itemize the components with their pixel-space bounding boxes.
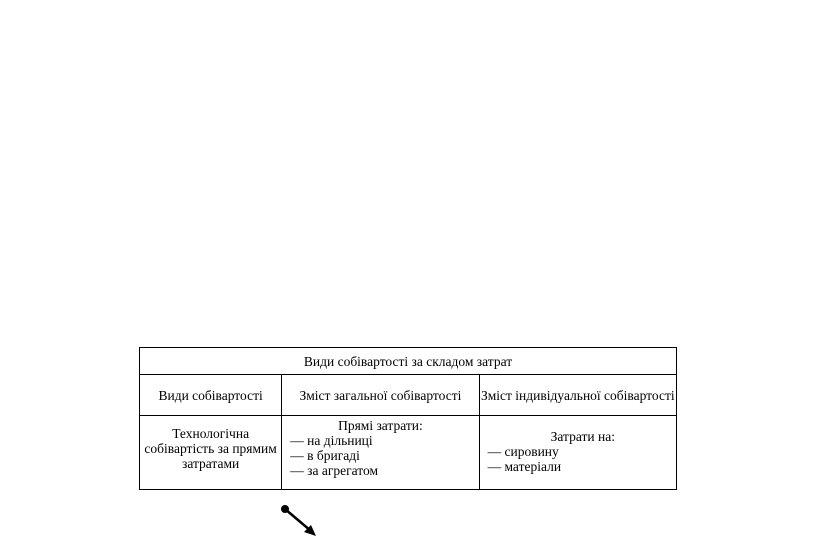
- list-item: — в бригаді: [290, 448, 360, 463]
- individual-cost-cell: [479, 416, 676, 490]
- header-general-cost: Зміст загальної собівартості: [282, 375, 479, 416]
- table-row: [140, 416, 677, 490]
- list-item: — сировину: [487, 444, 559, 459]
- general-cost-heading: Прямі затрати:: [338, 418, 423, 433]
- list-item: — матеріали: [487, 459, 562, 474]
- table-header-row: [140, 375, 677, 416]
- table-title: Види собівартості за складом затрат: [140, 348, 677, 375]
- header-cost-types: Види собівартості: [140, 375, 282, 416]
- pointer-arrow-icon: [275, 501, 325, 540]
- header-individual-cost: Зміст індивідуальної собівартості: [479, 375, 676, 416]
- table-title-row: [140, 348, 677, 375]
- list-item: — за агрегатом: [290, 463, 379, 478]
- individual-cost-heading: Затрати на:: [550, 429, 615, 444]
- list-item: — на дільниці: [290, 433, 373, 448]
- cost-types-table: [139, 347, 677, 490]
- cost-type-cell: Технологічна собівартість за прямим затратами: [140, 416, 282, 490]
- general-cost-cell: [282, 416, 479, 490]
